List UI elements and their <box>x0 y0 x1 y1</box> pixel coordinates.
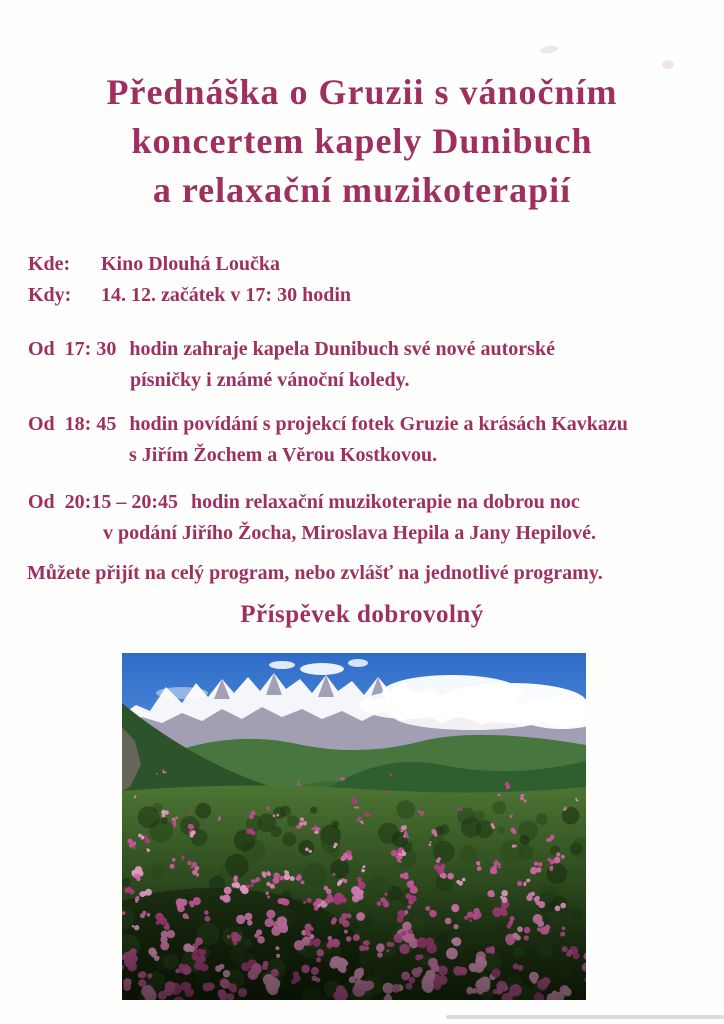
schedule-time: Od 20:15 – 20:45 <box>28 491 178 513</box>
mountain-meadow-photo <box>122 653 586 1000</box>
schedule-time: Od 18: 45 <box>28 413 117 435</box>
schedule-item <box>28 334 708 396</box>
detail-row-where <box>28 249 351 280</box>
title-line: koncertem kapely Dunibuch <box>131 121 593 161</box>
schedule-item <box>28 409 708 471</box>
event-details <box>28 249 351 311</box>
schedule-text: hodin relaxační muzikoterapie na dobrou noc <box>191 491 580 513</box>
title-line: a relaxační muzikoterapií <box>152 170 572 210</box>
photo-shadow-overlay <box>122 883 586 1000</box>
title-line: Přednáška o Gruzii s vánočním <box>106 72 618 112</box>
detail-label: Kdy: <box>28 284 72 306</box>
scan-smudge <box>540 45 559 54</box>
schedule-text-continued: s Jiřím Žochem a Věrou Kostkovou. <box>129 444 438 466</box>
page-title <box>0 68 724 215</box>
program-note: Můžete přijít na celý program, nebo zvlášť na jednotlivé programy. <box>27 562 603 584</box>
schedule-text-continued: v podání Jiřího Žocha, Miroslava Hepila a Jany Hepilové. <box>103 522 597 544</box>
schedule-line <box>28 334 708 365</box>
detail-label: Kde: <box>28 253 71 275</box>
detail-value: 14. 12. začátek v 17: 30 hodin <box>101 284 351 306</box>
contribution-note: Příspěvek dobrovolný <box>240 601 484 628</box>
schedule-text: hodin zahraje kapela Dunibuch své nové autorské <box>129 338 555 360</box>
schedule-time: Od 17: 30 <box>28 338 117 360</box>
schedule-text-continued: písničky i známé vánoční koledy. <box>130 369 410 391</box>
schedule-item <box>28 487 708 549</box>
schedule-text: hodin povídání s projekcí fotek Gruzie a krásách Kavkazu <box>129 413 628 435</box>
detail-row-when <box>28 280 351 311</box>
detail-value: Kino Dlouhá Loučka <box>101 253 280 275</box>
scan-smudge <box>662 60 674 69</box>
scan-artifact <box>446 1015 724 1019</box>
schedule-line <box>28 409 708 440</box>
schedule-line <box>28 487 708 518</box>
